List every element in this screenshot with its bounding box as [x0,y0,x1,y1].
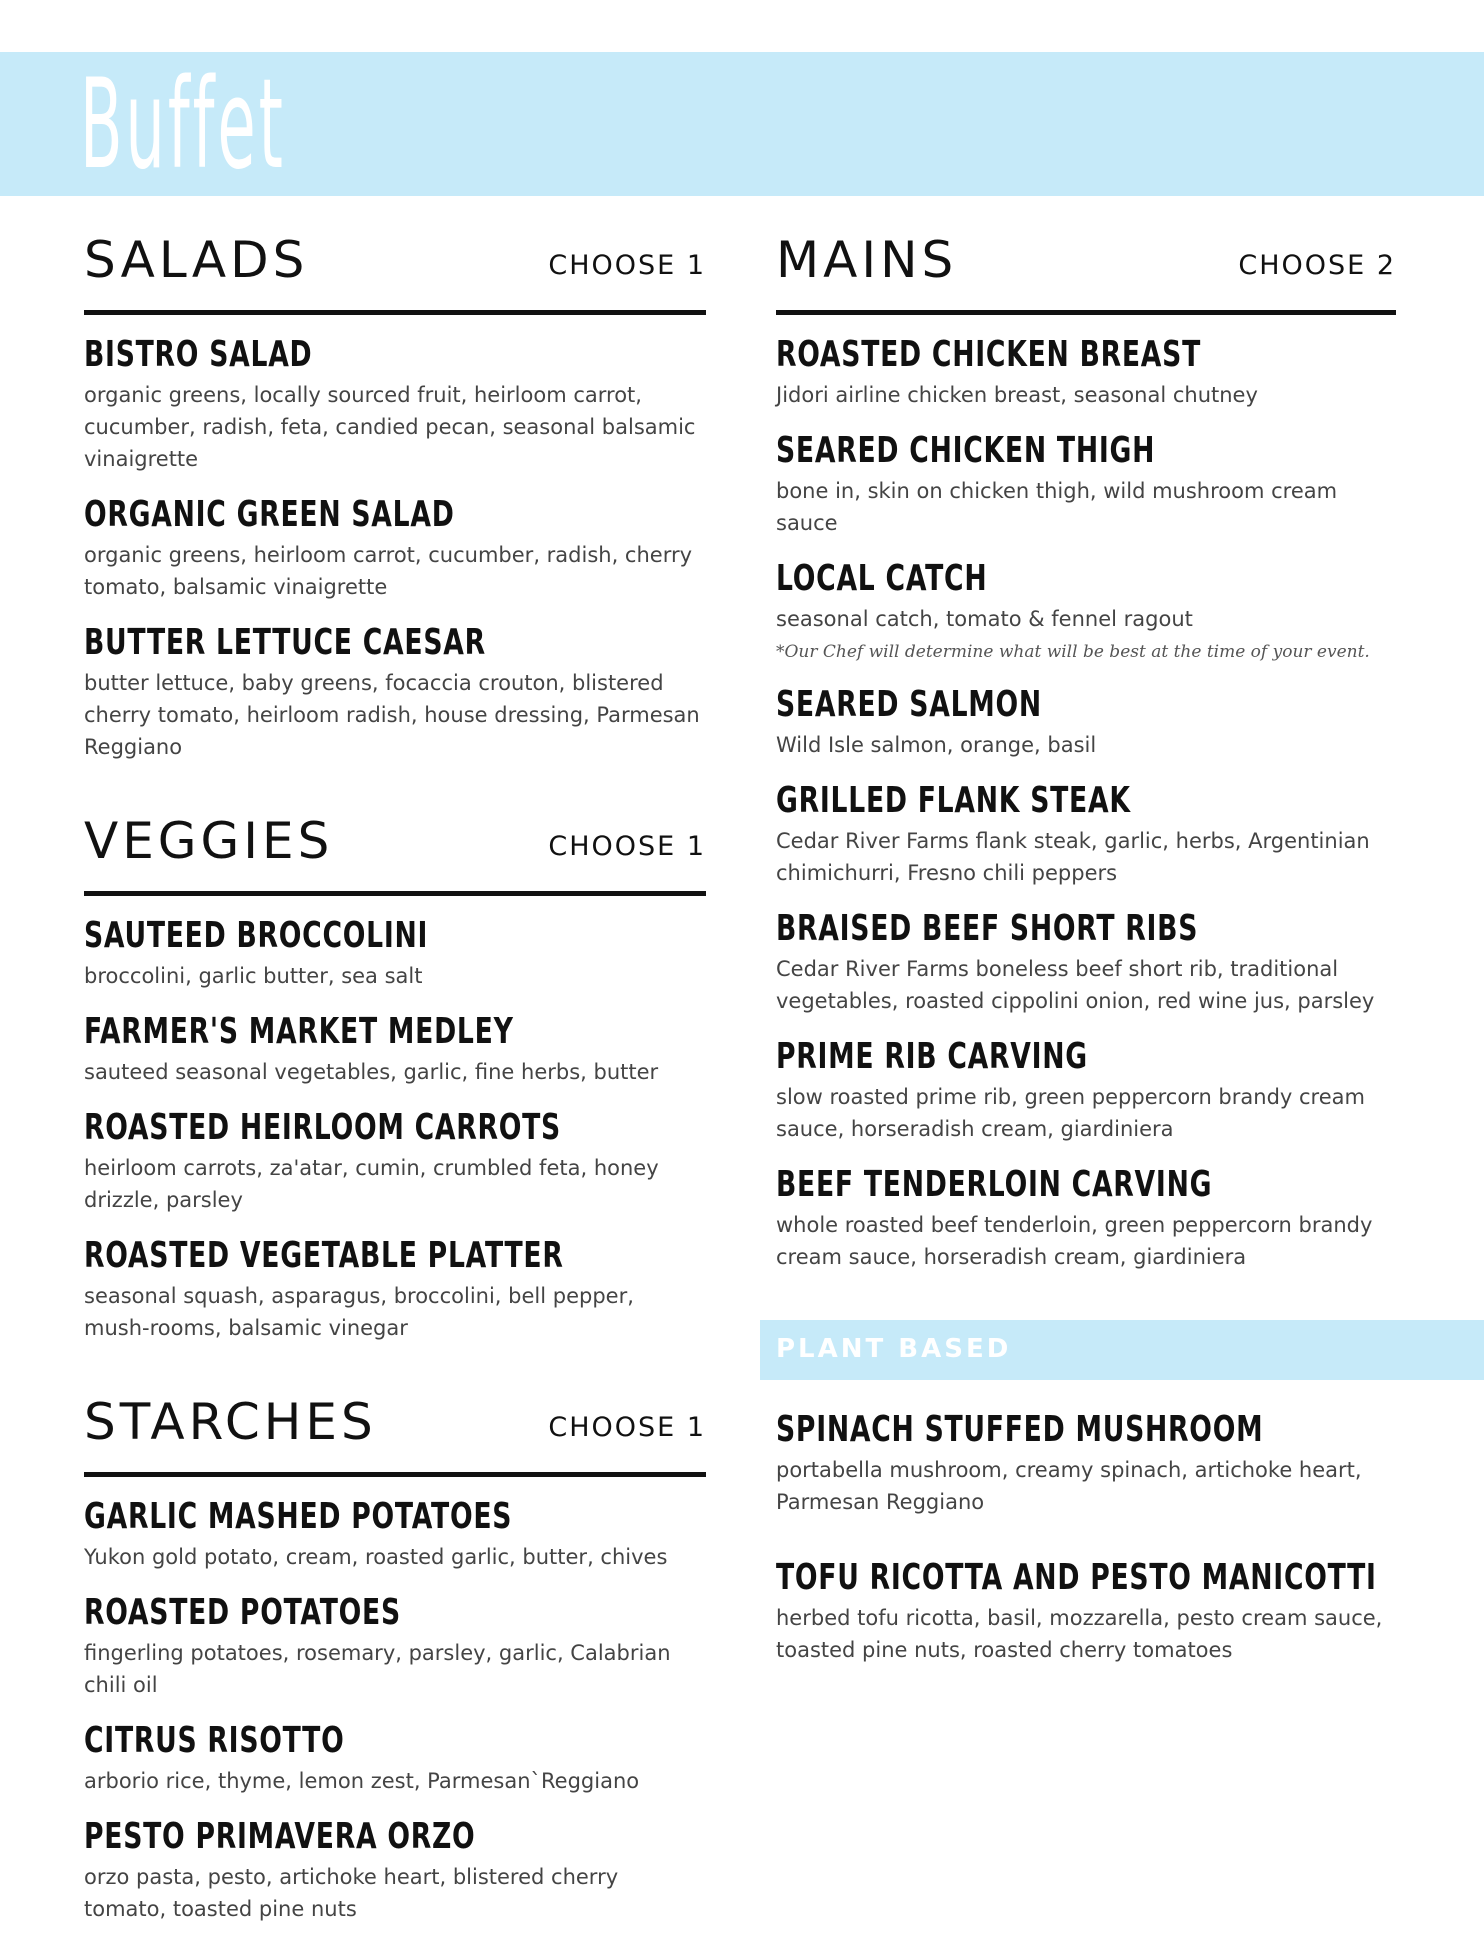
item-name: PESTO PRIMAVERA ORZO [84,1816,476,1857]
section-title: VEGGIES [84,812,334,870]
menu-item [84,619,706,763]
menu-item [84,1104,706,1216]
item-name: BUTTER LETTUCE CAESAR [84,622,486,663]
salads-section-header [84,228,706,315]
item-name: SEARED SALMON [776,684,1042,725]
item-description: fingerling potatoes, rosemary, parsley, garlic, Calabrian chili oil [84,1641,671,1697]
plant-based-banner [760,1320,1484,1380]
mains-list [776,315,1396,1273]
section-spacer [84,1360,706,1390]
item-name: ROASTED CHICKEN BREAST [776,334,1202,375]
item-description: organic greens, locally sourced fruit, heirloom carrot, cucumber, radish, feta, candied pecan, seasonal balsamic vinaigrette [84,383,696,471]
section-title: SALADS [84,231,309,289]
section-title: MAINS [776,231,958,289]
menu-item [84,1717,706,1797]
item-name: SAUTEED BROCCOLINI [84,915,429,956]
item-description: orzo pasta, pesto, artichoke heart, blistered cherry tomato, toasted pine nuts [84,1865,619,1921]
item-name: LOCAL CATCH [776,558,988,599]
item-description: butter lettuce, baby greens, focaccia crouton, blistered cherry tomato, heirloom radish, house dressing, Parmesan Reggiano [84,671,700,759]
item-description: Cedar River Farms flank steak, garlic, herbs, Argentinian chimichurri, Fresno chili peppers [776,829,1370,885]
menu-item [84,1232,706,1344]
starches-section-header [84,1390,706,1477]
plant-based-list [776,1406,1396,1682]
right-column [776,228,1396,1289]
left-column [84,228,706,1941]
menu-item [776,555,1396,665]
menu-item [776,427,1396,539]
item-name: GARLIC MASHED POTATOES [84,1496,513,1537]
section-spacer [84,779,706,809]
menu-item [776,681,1396,761]
choose-count: CHOOSE 2 [1238,250,1396,281]
item-description: heirloom carrots, za'atar, cumin, crumbled feta, honey drizzle, parsley [84,1156,659,1212]
menu-item [776,905,1396,1017]
item-description: whole roasted beef tenderloin, green peppercorn brandy cream sauce, horseradish cream, giardiniera [776,1213,1373,1269]
menu-item [84,1813,706,1925]
item-description: Wild Isle salmon, orange, basil [776,733,1097,757]
item-name: FARMER'S MARKET MEDLEY [84,1011,514,1052]
item-description: seasonal squash, asparagus, broccolini, bell pepper, mush-rooms, balsamic vinegar [84,1284,634,1340]
item-description: organic greens, heirloom carrot, cucumber, radish, cherry tomato, balsamic vinaigrette [84,543,693,599]
section-title: STARCHES [84,1393,377,1451]
menu-item [84,331,706,475]
item-name: SPINACH STUFFED MUSHROOM [776,1409,1264,1450]
item-name: BRAISED BEEF SHORT RIBS [776,908,1199,949]
page-title: Buffet [80,53,286,197]
item-name: GRILLED FLANK STEAK [776,780,1131,821]
salads-list [84,315,706,763]
choose-count: CHOOSE 1 [548,250,706,281]
menu-item [776,1161,1396,1273]
item-description: arborio rice, thyme, lemon zest, Parmesan`Reggiano [84,1769,640,1793]
menu-item [84,491,706,603]
item-description: sauteed seasonal vegetables, garlic, fine herbs, butter [84,1060,659,1084]
item-name: PRIME RIB CARVING [776,1036,1088,1077]
item-name: BISTRO SALAD [84,334,313,375]
item-description: broccolini, garlic butter, sea salt [84,964,423,988]
plant-based-label: PLANT BASED [776,1334,1012,1364]
chef-note: *Our Chef will determine what will be best at the time of your event. [776,642,1370,662]
menu-item [84,1008,706,1088]
item-description: Jidori airline chicken breast, seasonal chutney [776,383,1258,407]
menu-item [776,1406,1396,1518]
veggies-section-header [84,809,706,896]
starches-list [84,1477,706,1925]
choose-count: CHOOSE 1 [548,1412,706,1443]
choose-count: CHOOSE 1 [548,831,706,862]
menu-item [84,1589,706,1701]
menu-item [776,331,1396,411]
item-name: SEARED CHICKEN THIGH [776,430,1156,471]
item-name: ROASTED VEGETABLE PLATTER [84,1235,564,1276]
item-description: slow roasted prime rib, green peppercorn brandy cream sauce, horseradish cream, giardiniera [776,1085,1365,1141]
item-description: seasonal catch, tomato & fennel ragout [776,607,1193,631]
item-name: CITRUS RISOTTO [84,1720,345,1761]
menu-item [776,777,1396,889]
item-description: Yukon gold potato, cream, roasted garlic, butter, chives [84,1545,668,1569]
item-name: ORGANIC GREEN SALAD [84,494,455,535]
menu-item [84,912,706,992]
item-description: Cedar River Farms boneless beef short rib, traditional vegetables, roasted cippolini onion, red wine jus, parsley [776,957,1375,1013]
item-description: portabella mushroom, creamy spinach, artichoke heart, Parmesan Reggiano [776,1458,1362,1514]
veggies-list [84,896,706,1344]
mains-section-header [776,228,1396,315]
menu-item [776,1033,1396,1145]
header-banner [0,52,1484,196]
menu-item [84,1493,706,1573]
item-description: bone in, skin on chicken thigh, wild mushroom cream sauce [776,479,1338,535]
item-name: ROASTED POTATOES [84,1592,401,1633]
menu-item [776,1554,1396,1666]
item-name: ROASTED HEIRLOOM CARROTS [84,1107,561,1148]
item-name: TOFU RICOTTA AND PESTO MANICOTTI [776,1557,1377,1598]
item-description: herbed tofu ricotta, basil, mozzarella, pesto cream sauce, toasted pine nuts, roasted cherry tomatoes [776,1606,1383,1662]
item-name: BEEF TENDERLOIN CARVING [776,1164,1213,1205]
